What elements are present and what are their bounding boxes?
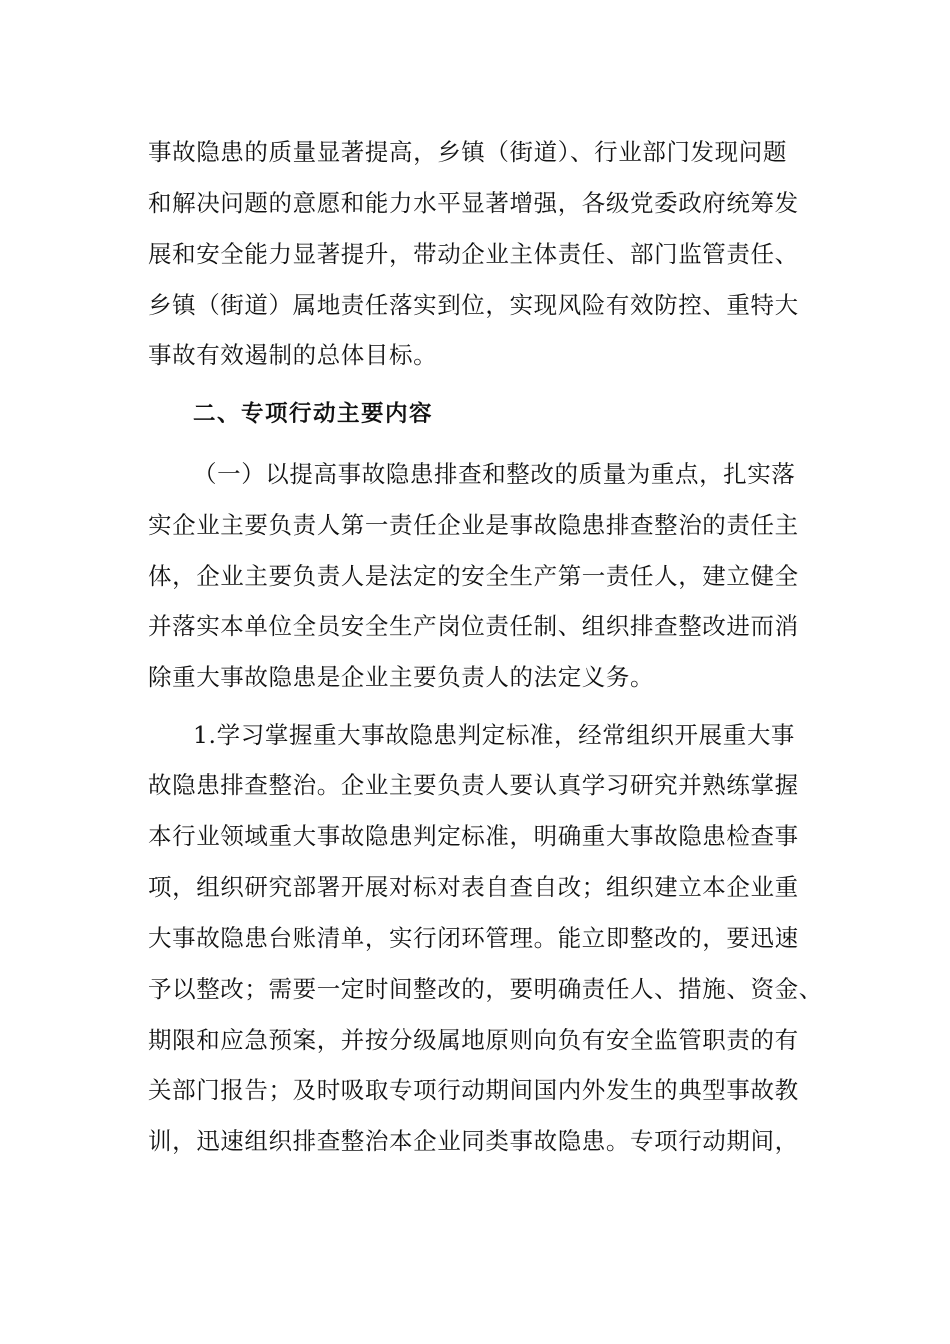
text-line: 本行业领域重大事故隐患判定标准，明确重大事故隐患检查事 (148, 822, 799, 850)
paragraph-first-line: 1.学习掌握重大事故隐患判定标准，经常组织开展重大事 (193, 721, 796, 749)
section-heading: 二、专项行动主要内容 (193, 401, 434, 427)
text-line: 和解决问题的意愿和能力水平显著增强，各级党委政府统筹发 (148, 189, 799, 217)
text-line: 项，组织研究部署开展对标对表自查自改；组织建立本企业重 (148, 873, 799, 901)
text-line: 实企业主要负责人第一责任企业是事故隐患排查整治的责任主 (148, 511, 799, 539)
text-line: 展和安全能力显著提升，带动企业主体责任、部门监管责任、 (148, 240, 799, 268)
text-line: 体，企业主要负责人是法定的安全生产第一责任人，建立健全 (148, 562, 799, 590)
text-line: 期限和应急预案，并按分级属地原则向负有安全监管职责的有 (148, 1026, 799, 1054)
paragraph-first-line: （一）以提高事故隐患排查和整改的质量为重点，扎实落 (193, 460, 796, 488)
text-line: 训，迅速组织排查整治本企业同类事故隐患。专项行动期间， (148, 1127, 799, 1155)
text-line: 乡镇（街道）属地责任落实到位，实现风险有效防控、重特大 (148, 291, 799, 319)
text-line: 故隐患排查整治。企业主要负责人要认真学习研究并熟练掌握 (148, 771, 799, 799)
text-line: 除重大事故隐患是企业主要负责人的法定义务。 (148, 663, 655, 691)
text-line: 并落实本单位全员安全生产岗位责任制、组织排查整改进而消 (148, 612, 799, 640)
text-line: 事故隐患的质量显著提高，乡镇（街道）、行业部门发现问题 (148, 138, 787, 166)
text-line: 予以整改；需要一定时间整改的，要明确责任人、措施、资金、 (148, 975, 823, 1003)
text-line: 事故有效遏制的总体目标。 (148, 341, 438, 369)
text-line: 关部门报告；及时吸取专项行动期间国内外发生的典型事故教 (148, 1076, 799, 1104)
text-line: 大事故隐患台账清单，实行闭环管理。能立即整改的，要迅速 (148, 924, 799, 952)
